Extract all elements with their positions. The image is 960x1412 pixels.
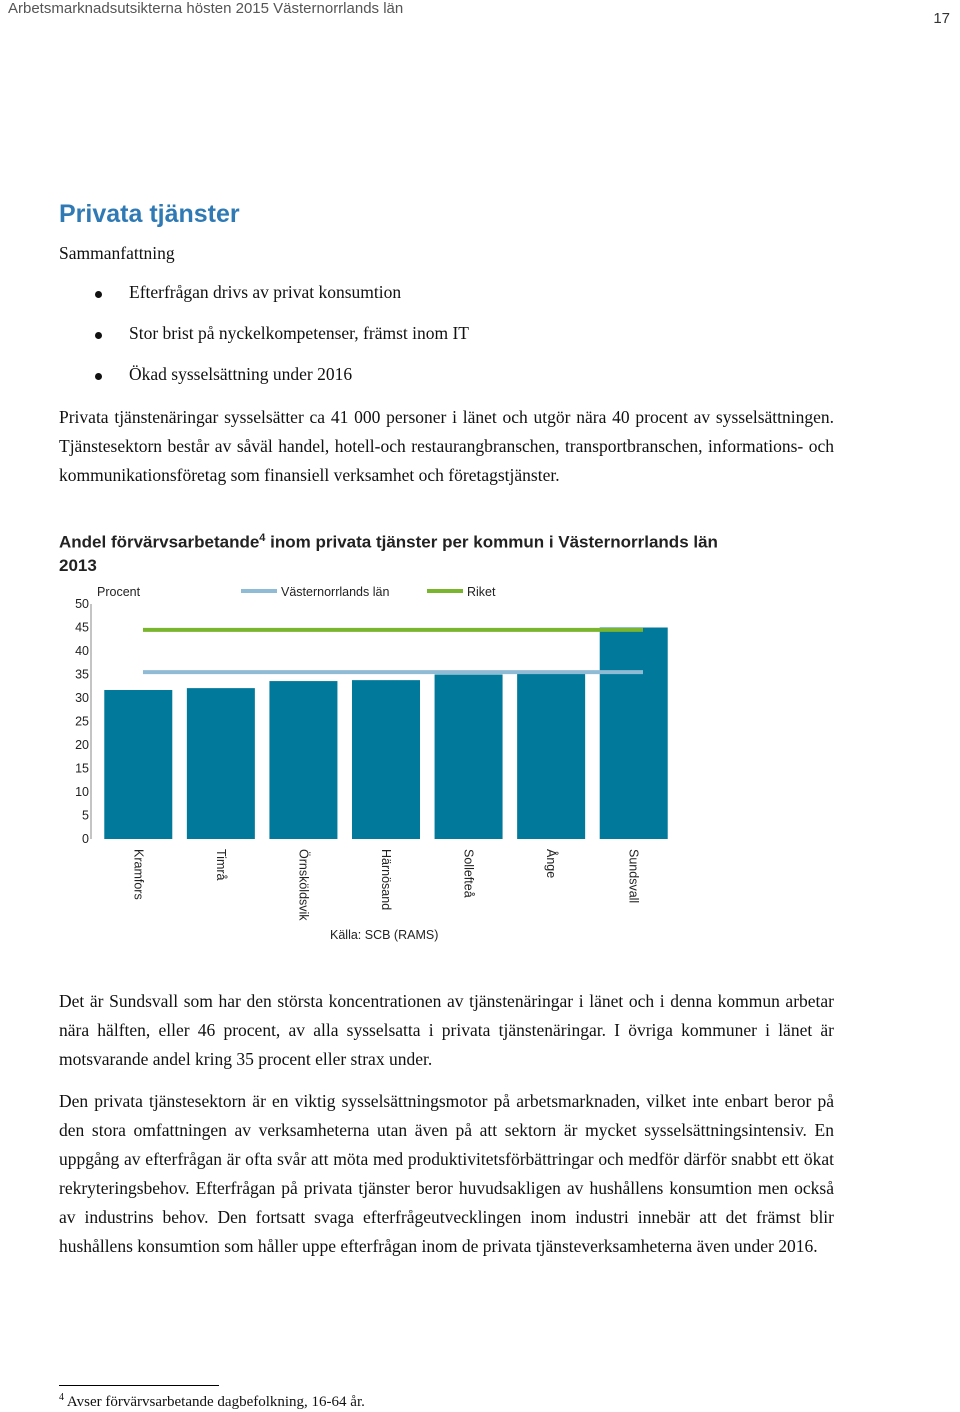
chart-title <box>59 527 759 577</box>
bullet-icon <box>95 291 102 298</box>
legend-label: Riket <box>467 585 496 599</box>
document-header-title: Arbetsmarknadsutsikterna hösten 2015 Västernorrlands län <box>8 0 404 17</box>
footnote-divider <box>59 1385 219 1386</box>
bar <box>269 681 337 839</box>
bar <box>187 688 255 839</box>
list-item <box>59 364 469 405</box>
x-tick-label: Timrå <box>213 849 228 881</box>
y-tick-label: 35 <box>75 667 89 682</box>
y-tick-label: 30 <box>75 691 89 705</box>
legend-label: Västernorrlands län <box>281 585 390 599</box>
x-tick-label: Örnsköldsvik <box>296 849 311 921</box>
y-tick-label: 45 <box>75 620 89 635</box>
bullet-icon <box>95 332 102 339</box>
x-tick-label: Härnösand <box>379 849 393 911</box>
summary-heading: Sammanfattning <box>59 243 175 263</box>
page-number: 17 <box>933 10 950 27</box>
footnote <box>59 1392 365 1411</box>
bullet-text: Ökad sysselsättning under 2016 <box>129 364 353 384</box>
body-paragraph-1: Det är Sundsvall som har den största koncentrationen av tjänstenäringar i länet och i denna kommun arbetar nära hälften, eller 46 procent, av alla sysselsatta i privata tjänstenäringar. I övriga kommuner i länet är motsvarande andel kring 35 procent eller strax under. <box>59 991 834 1069</box>
x-tick-label: Sundsvall <box>626 849 641 904</box>
list-item <box>59 323 469 364</box>
summary-bullet-list <box>59 282 469 405</box>
footnote-marker: 4 <box>59 1392 64 1403</box>
footnote-reference: 4 <box>259 532 266 544</box>
bar <box>517 672 585 839</box>
y-tick-label: 10 <box>75 785 89 799</box>
y-tick-label: 50 <box>75 597 89 611</box>
x-tick-label: Kramfors <box>131 849 146 900</box>
body-paragraph-2: Den privata tjänstesektorn är en viktig sysselsättningsmotor på arbetsmarknaden, vilket inte enbart beror på den stora omfattningen av verksamheterna utan även på att sektorn är mycket sysselsättningsintensiv. En uppgång av efterfrågan är ofta svår att möta med produktivitetsförbättringar och medför därför snabbt ett ökat rekryteringsbehov. Efterfrågan på privata tjänster beror huvudsakligen av hushållens konsumtion men också av industrins behov. Den fortsatt svaga efterfrågeutvecklingen inom industri innebär att det främst blir hushållens konsumtion som håller uppe efterfrågan inom de privata tjänsteverksamheterna även under 2016. <box>59 1091 834 1256</box>
x-tick-label: Ånge <box>544 849 559 879</box>
chart-source: Källa: SCB (RAMS) <box>330 928 439 942</box>
section-title: Privata tjänster <box>59 200 240 228</box>
y-tick-label: 0 <box>82 832 89 846</box>
list-item <box>59 282 469 323</box>
bar-chart <box>55 580 695 965</box>
bar <box>600 628 668 840</box>
y-axis-label: Procent <box>97 585 141 599</box>
bar <box>352 680 420 839</box>
y-tick-label: 40 <box>75 644 89 658</box>
chart-title-rest: inom privata tjänster per kommun i Västernorrlands län 2013 <box>59 532 718 575</box>
y-tick-label: 20 <box>75 738 89 752</box>
bar <box>104 690 172 839</box>
bullet-text: Efterfrågan drivs av privat konsumtion <box>129 282 402 302</box>
y-tick-label: 5 <box>82 808 89 823</box>
bullet-text: Stor brist på nyckelkompetenser, främst inom IT <box>129 323 469 343</box>
y-tick-label: 15 <box>75 761 89 776</box>
footnote-text: Avser förvärvsarbetande dagbefolkning, 16-64 år. <box>64 1394 365 1410</box>
intro-paragraph: Privata tjänstenäringar sysselsätter ca 41 000 personer i länet och utgör nära 40 procent av sysselsättningen. Tjänstesektorn består av såväl handel, hotell-och restaurangbranschen, transportbranschen, informations- och kommunikationsföretag som finansiell verksamhet och företagstjänster. <box>59 407 834 485</box>
bar <box>435 675 503 840</box>
x-tick-label: Sollefteå <box>461 849 476 898</box>
bullet-icon <box>95 373 102 380</box>
y-tick-label: 25 <box>75 714 89 729</box>
chart-title-main: Andel förvärvsarbetande <box>59 532 260 552</box>
